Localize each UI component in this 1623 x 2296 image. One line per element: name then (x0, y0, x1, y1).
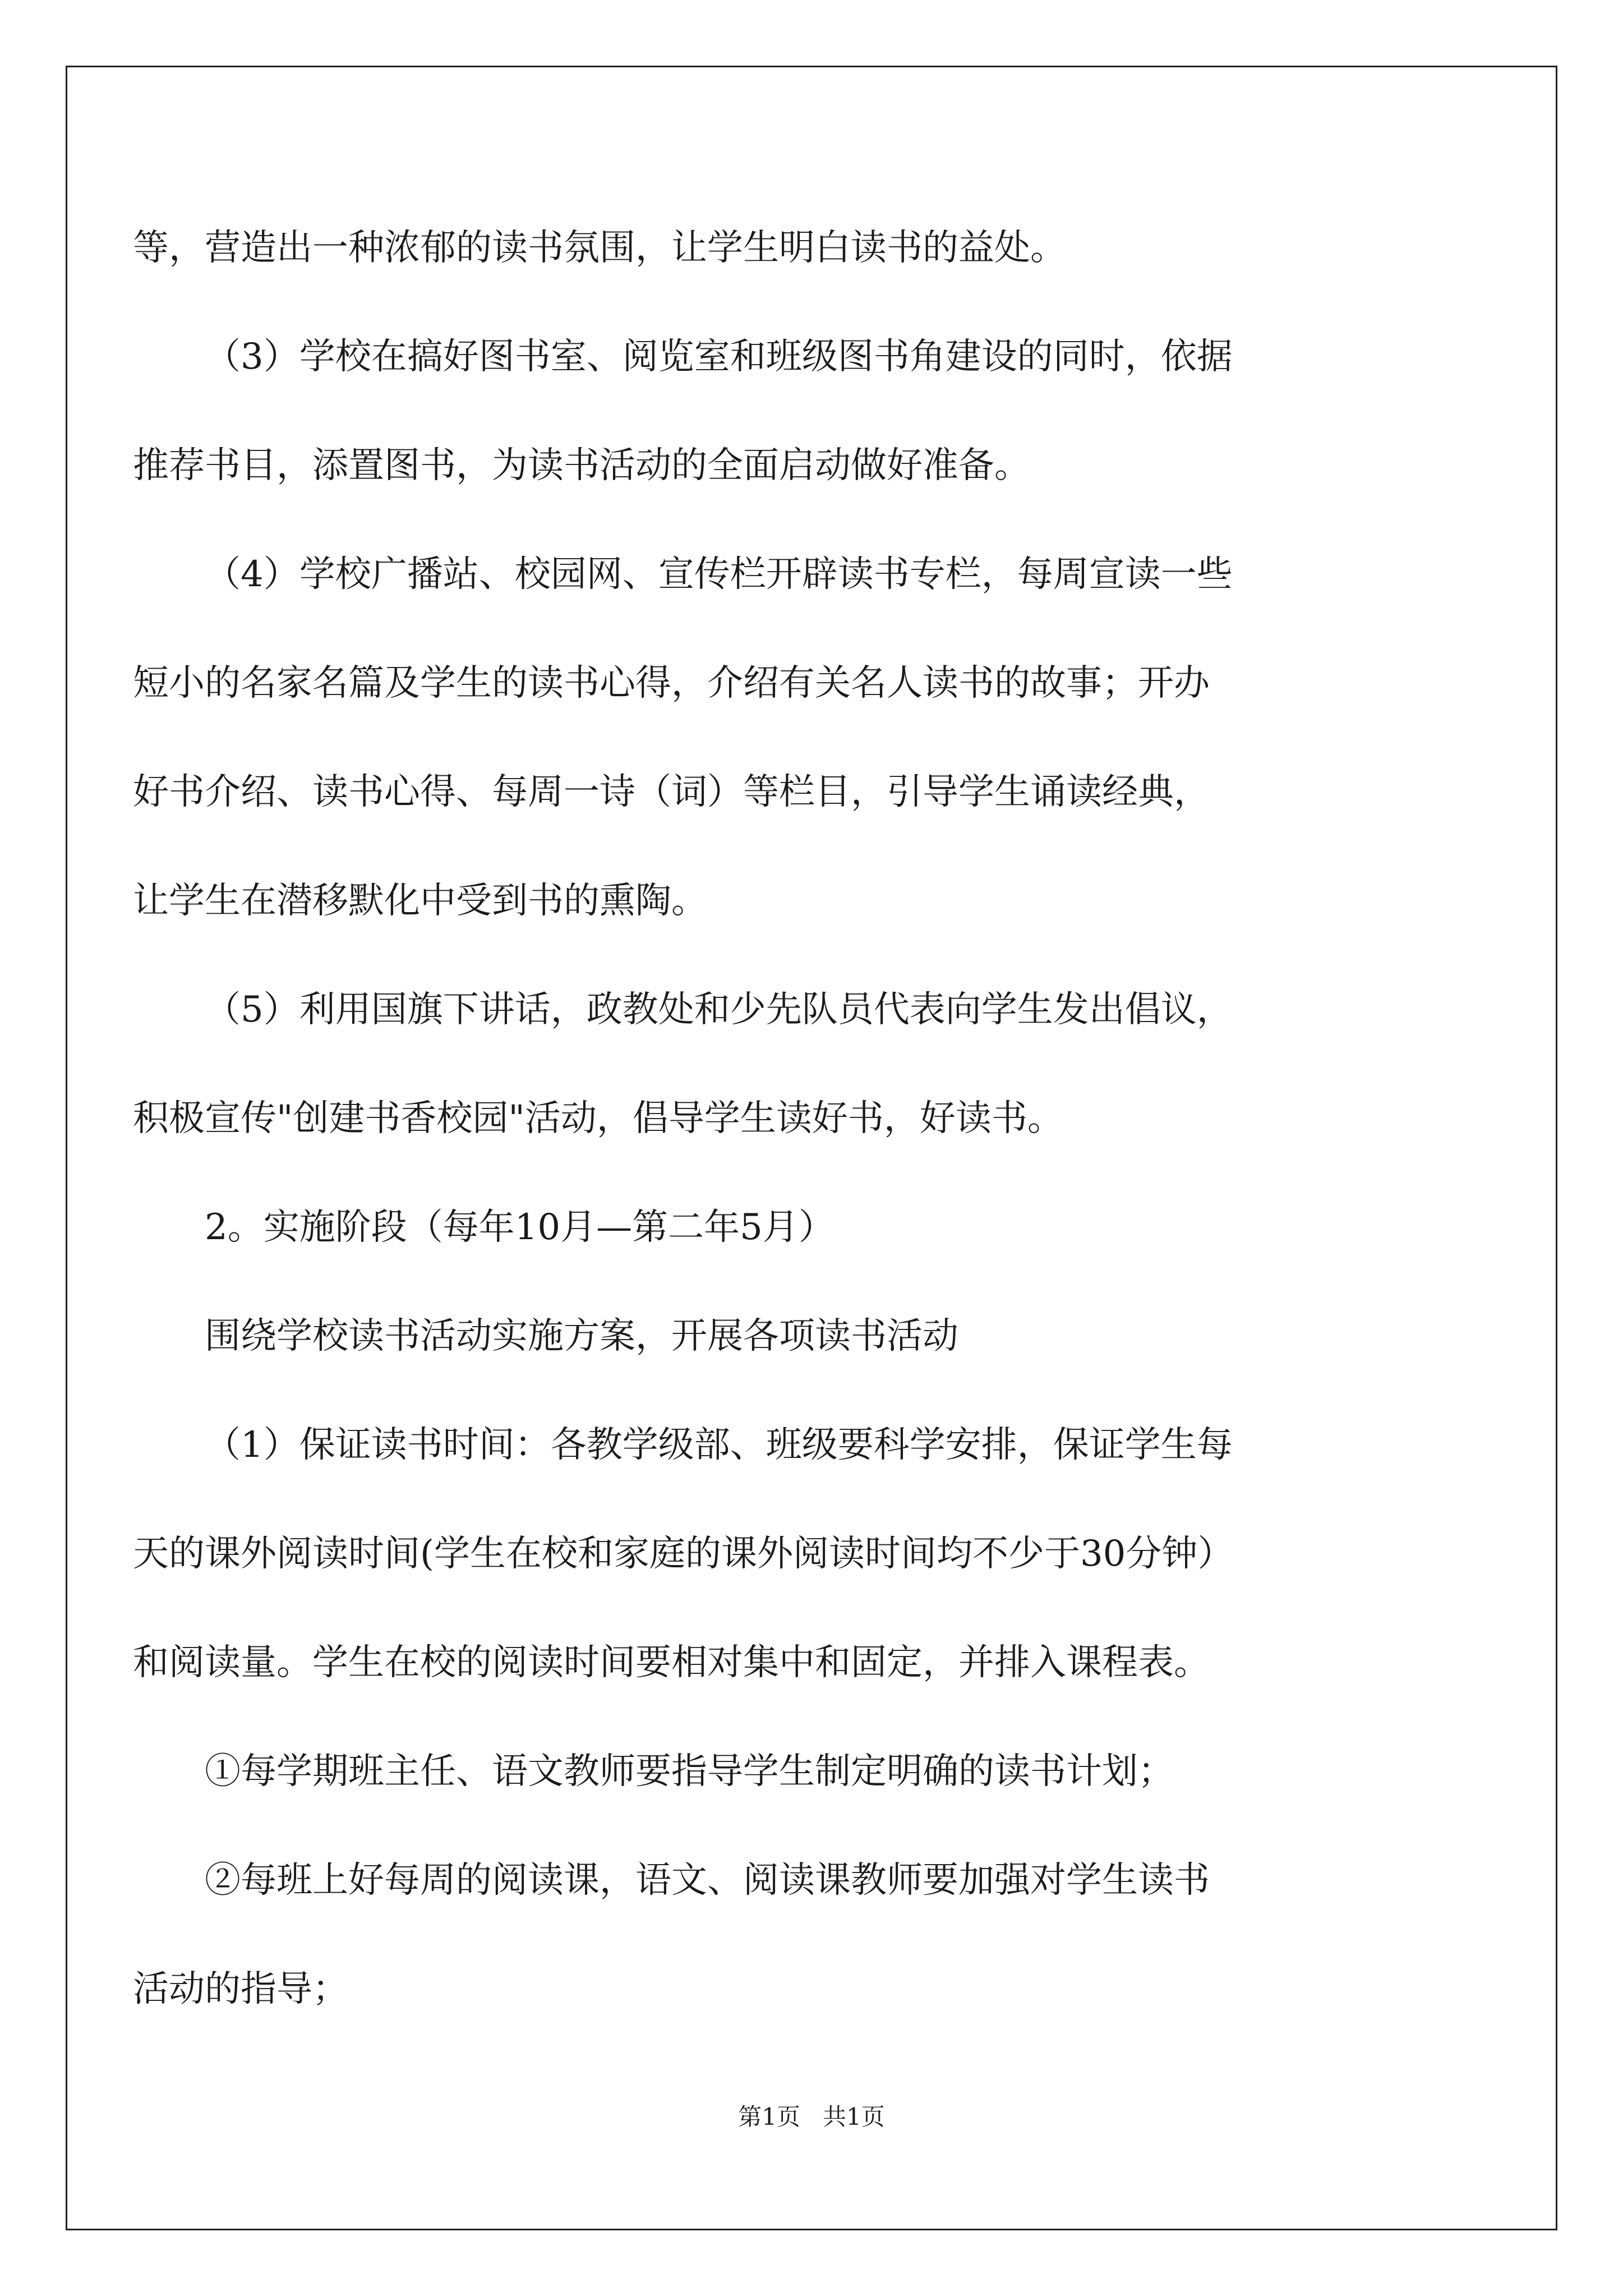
text-line-11: 围绕学校读书活动实施方案，开展各项读书活动 (205, 1315, 958, 1357)
text-line-17: 活动的指导； (133, 1968, 348, 2010)
text-line-10: 2。实施阶段（每年10月—第二年5月） (205, 1207, 834, 1248)
text-line-2: （3）学校在搞好图书室、阅览室和班级图书角建设的同时，依据 (205, 336, 1233, 378)
page-border (66, 66, 1557, 2230)
text-line-8: （5）利用国旗下讲话，政教处和少先队员代表向学生发出倡议， (205, 989, 1233, 1030)
text-line-15: ①每学期班主任、语文教师要指导学生制定明确的读书计划； (205, 1751, 1174, 1792)
text-line-16: ②每班上好每周的阅读课，语文、阅读课教师要加强对学生读书 (205, 1860, 1210, 1901)
text-line-9: 积极宣传"创建书香校园"活动，倡导学生读好书，好读书。 (133, 1098, 1063, 1139)
text-line-5: 短小的名家名篇及学生的读书心得，介绍有关名人读书的故事；开办 (133, 662, 1210, 704)
page-number: 第1页 (738, 2103, 800, 2131)
text-line-1: 等，营造出一种浓郁的读书氛围，让学生明白读书的益处。 (133, 227, 1066, 269)
text-line-13: 天的课外阅读时间(学生在校和家庭的课外阅读时间均不少于30分钟） (133, 1533, 1234, 1575)
text-line-14: 和阅读量。学生在校的阅读时间要相对集中和固定，并排入课程表。 (133, 1642, 1210, 1683)
page-total: 共1页 (823, 2103, 885, 2131)
text-line-3: 推荐书目，添置图书，为读书活动的全面启动做好准备。 (133, 445, 1030, 486)
text-line-7: 让学生在潜移默化中受到书的熏陶。 (133, 880, 707, 922)
text-line-12: （1）保证读书时间：各教学级部、班级要科学安排，保证学生每 (205, 1424, 1233, 1466)
text-line-6: 好书介绍、读书心得、每周一诗（词）等栏目，引导学生诵读经典， (133, 771, 1210, 813)
page-footer (0, 2100, 1623, 2134)
text-line-4: （4）学校广播站、校园网、宣传栏开辟读书专栏，每周宣读一些 (205, 554, 1233, 595)
